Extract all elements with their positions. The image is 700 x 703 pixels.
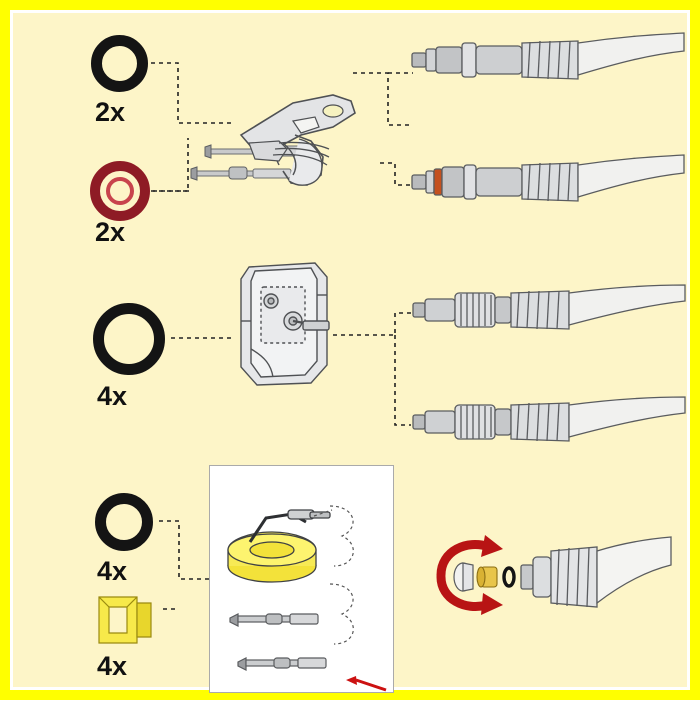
diagram-inner-frame xyxy=(10,10,690,690)
quantity-label-oring-red: 2x xyxy=(95,217,126,247)
quantity-label-oring-black-medium: 4x xyxy=(97,381,128,411)
quantity-label-oring-black-small: 4x xyxy=(97,556,128,586)
quantity-label-oring-black-large: 2x xyxy=(95,97,126,127)
quantity-label-yellow-clip: 4x xyxy=(97,651,128,681)
patio-cleaner-illustration xyxy=(210,466,395,694)
target-patio-cleaner-panel xyxy=(209,465,394,693)
target-quick-connect-exploded xyxy=(423,521,673,631)
exploded-oring xyxy=(504,568,514,586)
red-straight-arrow xyxy=(346,676,386,690)
